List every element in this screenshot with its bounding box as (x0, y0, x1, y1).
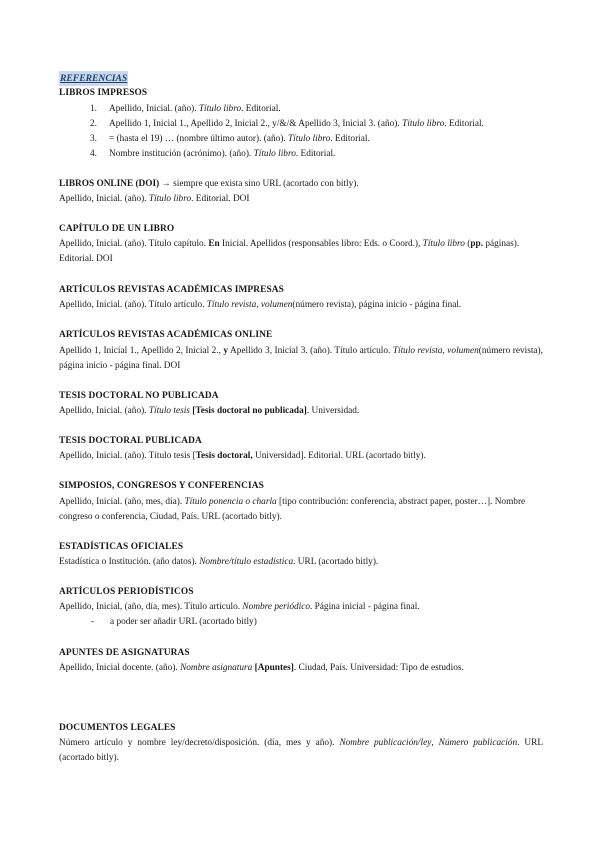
page-title: REFERENCIAS (60, 73, 128, 84)
documentos-legales-format: Número artículo y nombre ley/decreto/disposición. (día, mes y año). Nombre publicación/ley, Número publicación. URL (acortado bitly). (59, 738, 543, 763)
simposios-format: Apellido, Inicial. (año, mes, día). Título ponencia o charla [tipo contribución: conferencia, abstract paper, poster…]. Nombre congreso o conferencia, Ciudad, País. URL (acortado bitly). (59, 497, 526, 522)
periodisticos-format: Apellido, Inicial, (año, día, mes). Título artículo. Nombre periódico. Página inicial - página final. (59, 602, 420, 612)
heading-tesis-no-publicada: TESIS DOCTORAL NO PUBLICADA (59, 391, 219, 401)
heading-estadisticas: ESTADÍSTICAS OFICIALES (59, 542, 184, 552)
heading-capitulo: CAPÍTULO DE UN LIBRO (59, 224, 175, 234)
heading-apuntes: APUNTES DE ASIGNATURAS (59, 648, 190, 658)
capitulo-format: Apellido, Inicial. (año). Título capítulo. En Inicial. Apellidos (responsables libro: Eds. o Coord.), Título libro (pp. páginas). Editorial. DOI (59, 239, 520, 264)
libros-online-heading-line (59, 177, 359, 192)
libros-impresos-list (90, 102, 484, 162)
heading-documentos-legales: DOCUMENTOS LEGALES (59, 723, 176, 733)
heading-simposios: SIMPOSIOS, CONGRESOS Y CONFERENCIAS (59, 481, 264, 491)
articulos-online-format: Apellido 1, Inicial 1., Apellido 2, Inicial 2., y Apellido 3, Inicial 3. (año). Título artículo. Título revista, volumen(número revista), página inicio - página final. DOI (59, 346, 543, 371)
heading-articulos-impresas: ARTÍCULOS REVISTAS ACADÉMICAS IMPRESAS (59, 285, 284, 295)
document-page: REFERENCIAS LIBROS IMPRESOS 1. Apellido, Inicial. (año). Título libro. Editorial. 2. Apellido 1, Inicial 1., Apellido 2, Inicial 2., y/&/& Apellido 3, Inicial 3. (año). Título libro. Editorial. 3. = (hasta el 19) … (nombre último autor). (año). Título libro. Editorial. 4. Nombre institución (acrónimo). (año). Título libro. Editorial. LIBROS ONLINE (DOI) → siempre que exista sino URL (acortado con bitly). Apellido, Inicial. (año). Título libro. Editorial. DOI CAPÍTULO DE UN LIBRO Apellido, Inicial. (año). Título capítulo. En Inicial. Apellidos (responsables libro: Eds. o Coord.), Título libro (pp. páginas). Editorial. DOI ARTÍCULOS REVISTAS ACADÉMICAS IMPRESAS Apellido, Inicial. (año). Título artículo. Título revista, volumen(número revista), página inicio - página final. ARTÍCULOS REVISTAS ACADÉMICAS ONLINE Apellido 1, Inicial 1., Apellido 2, Inicial 2., y Apellido 3, Inicial 3. (año). Título artículo. Título revista, volumen(número revista), página inicio - página final. DOI TESIS DOCTORAL NO PUBLICADA Apellido, Inicial. (año). Título tesis [Tesis doctoral no publicada]. Universidad. TESIS DOCTORAL PUBLICADA Apellido, Inicial. (año). Título tesis [Tesis doctoral, Universidad]. Editorial. URL (acortado bitly). SIMPOSIOS, CONGRESOS Y CONFERENCIAS Apellido, Inicial. (año, mes, día). Título ponencia o charla [tipo contribución: conferencia, abstract paper, poster…]. Nombre congreso o conferencia, Ciudad, País. URL (acortado bitly). ESTADÍSTICAS OFICIALES Estadística o Institución. (año datos). Nombre/título estadística. URL (acortado bitly). ARTÍCULOS PERIODÍSTICOS Apellido, Inicial, (año, día, mes). Título artículo. Nombre periódico. Página inicial - página final. - a poder ser añadir URL (acortado bitly) APUNTES DE ASIGNATURAS Apellido, Inicial docente. (año). Nombre asignatura [Apuntes]. Ciudad, País. Universidad: Tipo de estudios. DOCUMENTOS LEGALES Número artículo y nombre ley/decreto/disposición. (día, mes y año). Nombre publicación/ley, Número publicación. URL (acortado bitly). (0, 0, 600, 848)
apuntes-format: Apellido, Inicial docente. (año). Nombre asignatura [Apuntes]. Ciudad, País. Universidad: Tipo de estudios. (59, 663, 464, 673)
articulos-impresas-format: Apellido, Inicial. (año). Título artículo. Título revista, volumen(número revista), página inicio - página final. (59, 300, 462, 310)
heading-tesis-publicada: TESIS DOCTORAL PUBLICADA (59, 436, 202, 446)
heading-articulos-online: ARTÍCULOS REVISTAS ACADÉMICAS ONLINE (59, 330, 273, 340)
estadisticas-format: Estadística o Institución. (año datos). Nombre/título estadística. URL (acortado bitly). (59, 557, 379, 567)
list-item: 2. Apellido 1, Inicial 1., Apellido 2, Inicial 2., y/&/& Apellido 3, Inicial 3. (año). Título libro. Editorial. (90, 119, 484, 129)
list-item: 1. Apellido, Inicial. (año). Título libro. Editorial. (90, 104, 281, 114)
heading-periodisticos: ARTÍCULOS PERIODÍSTICOS (59, 587, 194, 597)
tesis-publicada-format: Apellido, Inicial. (año). Título tesis [Tesis doctoral, Universidad]. Editorial. URL (acortado bitly). (59, 451, 426, 461)
heading-libros-online: LIBROS ONLINE (DOI) (59, 179, 160, 189)
list-item: 4. Nombre institución (acrónimo). (año). Título libro. Editorial. (90, 149, 336, 159)
heading-libros-impresos: LIBROS IMPRESOS (59, 88, 148, 98)
list-item: 3. = (hasta el 19) … (nombre último autor). (año). Título libro. Editorial. (90, 134, 370, 144)
tesis-no-publicada-format: Apellido, Inicial. (año). Título tesis [Tesis doctoral no publicada]. Universidad. (59, 406, 360, 416)
libros-online-note: → siempre que exista sino URL (acortado con bitly). (159, 179, 359, 189)
libros-online-format: Apellido, Inicial. (año). Título libro. Editorial. DOI (59, 194, 250, 204)
